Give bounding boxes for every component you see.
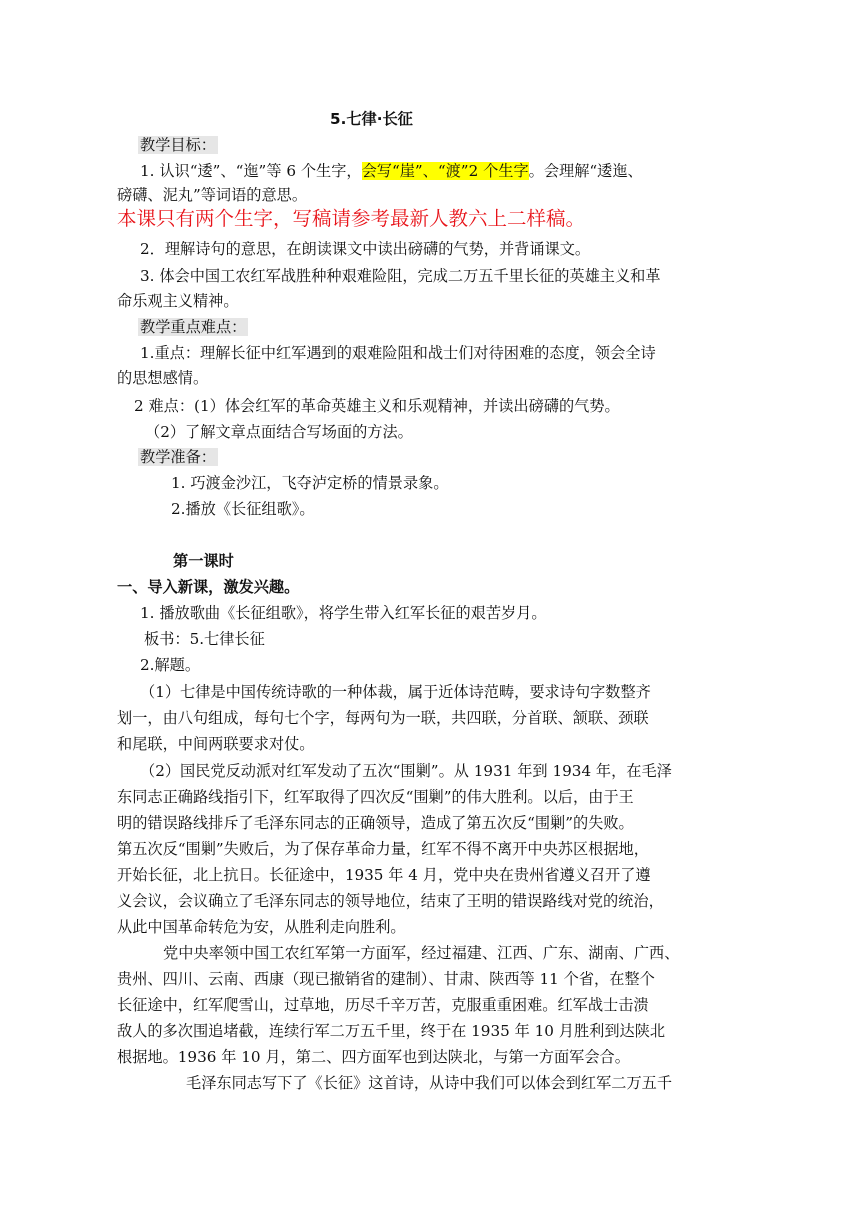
objective-item-1: 1. 认识“逶”、“迤”等 6 个生字，会写“崖”、“渡”2 个生字。会理解“逶迤、: [140, 162, 643, 180]
para1-line: 和尾联，中间两联要求对仗。: [117, 735, 315, 753]
para3-line: 根据地。1936 年 10 月，第二、四方面军也到达陕北，与第一方面军会合。: [117, 1048, 630, 1066]
keypoint-1: 1.重点：理解长征中红军遇到的艰难险阻和战士们对待困难的态度，领会全诗: [140, 344, 656, 362]
objective-item-3-cont: 命乐观主义精神。: [117, 292, 239, 310]
para2-line: 东同志正确路线指引下，红军取得了四次反“围剿”的伟大胜利。以后，由于王: [117, 788, 634, 806]
objective-item-1-cont: 磅礴、泥丸”等词语的意思。: [117, 186, 308, 204]
para2-line: 开始长征，北上抗日。长征途中，1935 年 4 月，党中央在贵州省遵义召开了遵: [117, 866, 651, 884]
step-1: 1. 播放歌曲《长征组歌》，将学生带入红军长征的艰苦岁月。: [140, 604, 547, 622]
objectives-heading: 教学目标：: [140, 136, 216, 154]
objective-item-3: 3. 体会中国工农红军战胜种种艰难险阻，完成二万五千里长征的英雄主义和革: [140, 267, 661, 285]
para3-line: 党中央率领中国工农红军第一方面军，经过福建、江西、广东、湖南、广西、: [163, 944, 680, 962]
keypoints-heading: 教学重点难点：: [140, 318, 247, 336]
para1-line: 划一，由八句组成，每句七个字，每两句为一联，共四联，分首联、颔联、颈联: [117, 709, 649, 727]
prep-heading: 教学准备：: [140, 448, 216, 466]
section-heading: 一、导入新课，激发兴趣。: [117, 578, 300, 596]
para2-line: 从此中国革命转危为安，从胜利走向胜利。: [117, 918, 406, 936]
board-note: 板书：5.七律长征: [144, 630, 265, 648]
para3-line: 贵州、四川、云南、西康（现已撤销省的建制）、甘肃、陕西等 11 个省，在整个: [117, 970, 655, 988]
lesson-heading: 第一课时: [173, 552, 234, 570]
objective-item-2: 2．理解诗句的意思，在朗读课文中读出磅礴的气势，并背诵课文。: [140, 240, 591, 258]
highlighted-text: 会写“崖”、“渡”2 个生字: [361, 162, 529, 180]
keypoint-3: （2）了解文章点面结合写场面的方法。: [145, 423, 413, 441]
page-title: 5.七律·长征: [330, 110, 413, 128]
para2-line: 义会议，会议确立了毛泽东同志的领导地位，结束了王明的错误路线对党的统治，: [117, 892, 664, 910]
keypoint-1-cont: 的思想感情。: [117, 369, 209, 387]
keypoint-2: 2 难点：(1）体会红军的革命英雄主义和乐观精神，并读出磅礴的气势。: [134, 397, 620, 415]
para3-line: 敌人的多次围追堵截，连续行军二万五千里，终于在 1935 年 10 月胜利到达陕北: [117, 1022, 666, 1040]
para2-line: 第五次反“围剿”失败后，为了保存革命力量，红军不得不离开中央苏区根据地，: [117, 840, 649, 858]
prep-item-2: 2.播放《长征组歌》。: [171, 500, 315, 518]
para3-line: 长征途中，红军爬雪山，过草地，历尽千辛万苦，克服重重困难。红军战士击溃: [117, 996, 649, 1014]
para4-line: 毛泽东同志写下了《长征》这首诗，从诗中我们可以体会到红军二万五千: [186, 1074, 672, 1092]
editor-notice: 本课只有两个生字，写稿请参考最新人教六上二样稿。: [117, 207, 586, 230]
para2-line: 明的错误路线排斥了毛泽东同志的正确领导，造成了第五次反“围剿”的失败。: [117, 814, 634, 832]
para1-line: （1）七律是中国传统诗歌的一种体裁，属于近体诗范畴，要求诗句字数整齐: [140, 683, 651, 701]
para2-line: （2）国民党反动派对红军发动了五次“围剿”。从 1931 年到 1934 年，在毛泽: [140, 762, 672, 780]
step-2: 2.解题。: [140, 656, 201, 674]
prep-item-1: 1. 巧渡金沙江，飞夺泸定桥的情景录象。: [171, 474, 449, 492]
